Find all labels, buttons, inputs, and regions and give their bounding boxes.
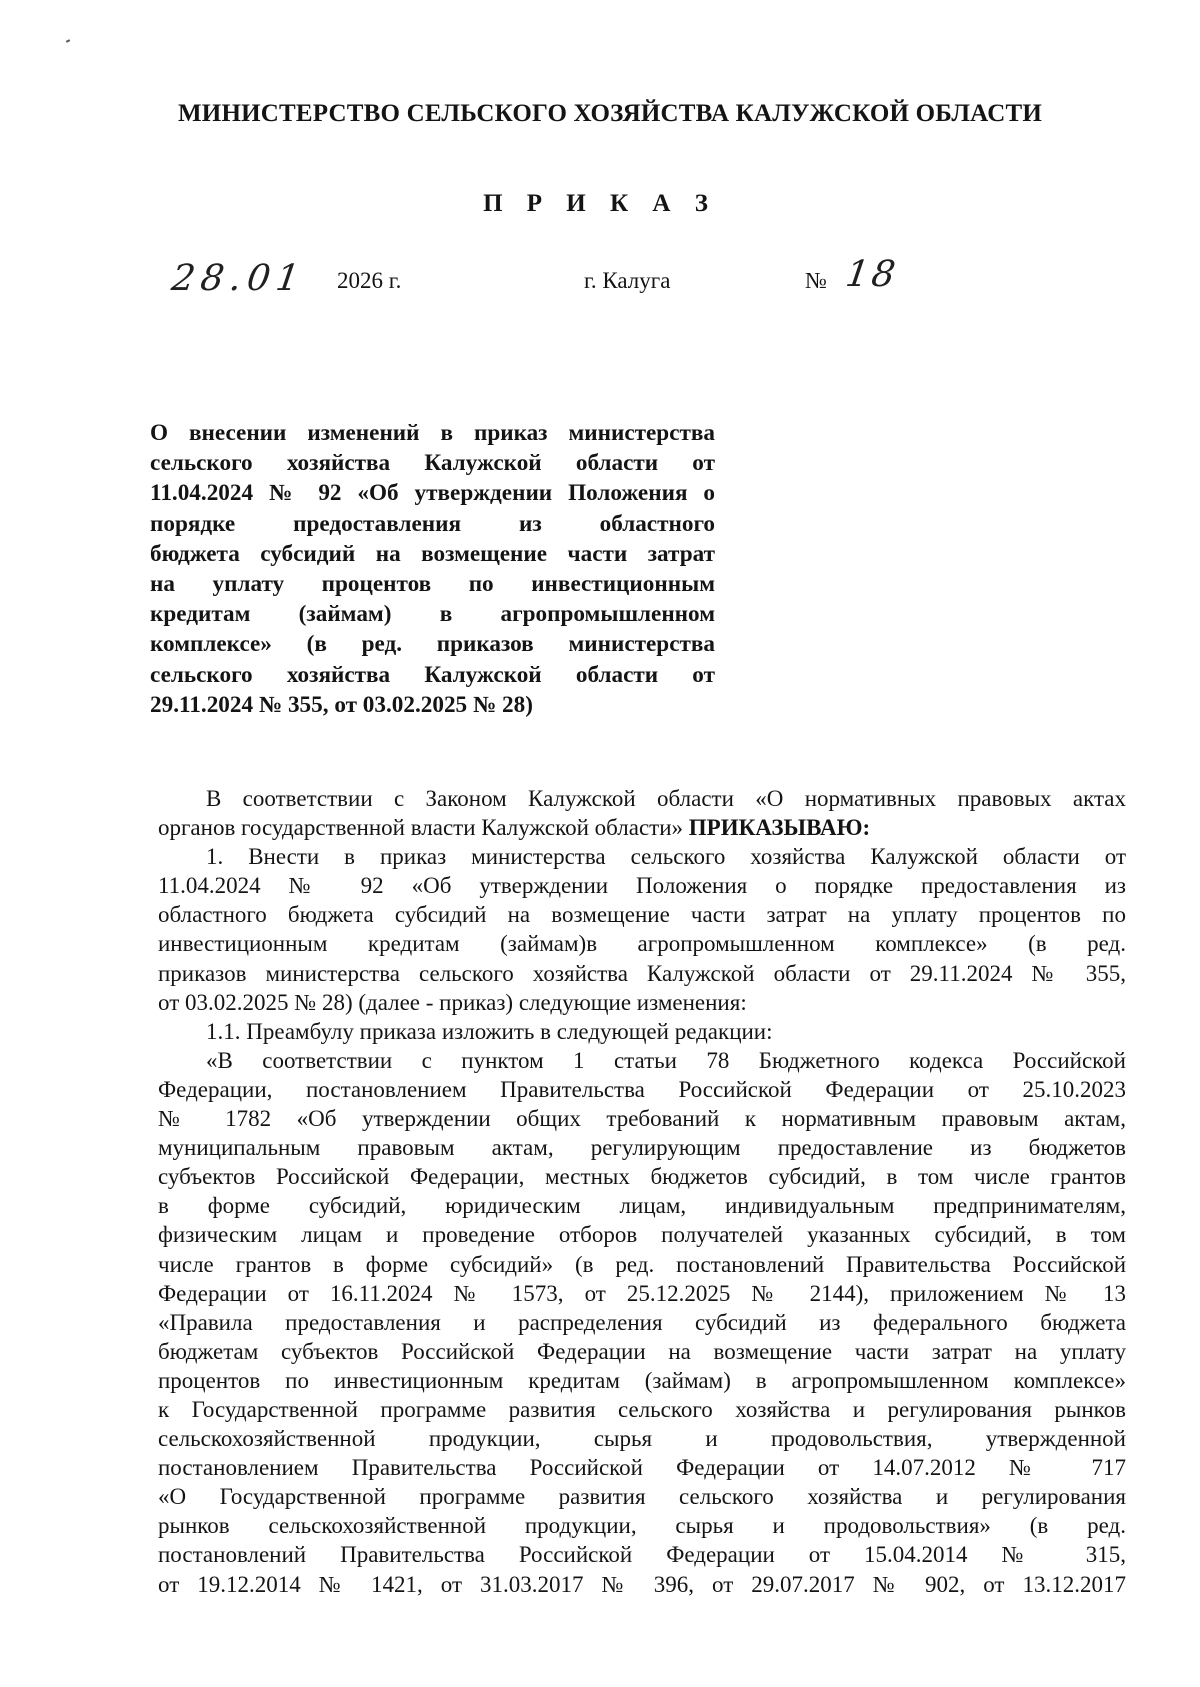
body-line: бюджетам субъектов Российской Федерации на возмещение части затрат на уплату — [158, 1338, 1126, 1364]
body-line: процентов по инвестиционным кредитам (займам) в агропромышленном комплексе» — [158, 1367, 1126, 1393]
body-line: «Правила предоставления и распределения субсидий из федерального бюджета — [158, 1309, 1126, 1335]
subject-line: 29.11.2024 № 355, от 03.02.2025 № 28) — [150, 691, 533, 718]
subject-line: О внесении изменений в приказ министерства — [150, 420, 715, 446]
body-line: В соответствии с Законом Калужской области «О нормативных правовых актах — [206, 786, 1126, 811]
body-line: областного бюджета субсидий на возмещение части затрат на уплату процентов по — [158, 902, 1126, 928]
handwritten-date: 28.01 — [169, 258, 308, 299]
body-line: «О Государственной программе развития сельского хозяйства и регулирования — [158, 1484, 1126, 1510]
order-title: П Р И К А З — [483, 190, 717, 217]
body-line: Федерации, постановлением Правительства Российской Федерации от 25.10.2023 — [158, 1076, 1126, 1102]
body-line: числе грантов в форме субсидий» (в ред. постановлений Правительства Российской — [158, 1251, 1126, 1277]
subject-line: на уплату процентов по инвестиционным — [150, 570, 715, 597]
body-line: от 19.12.2014 № 1421, от 31.03.2017 № 396, от 29.07.2017 № 902, от 13.12.2017 — [158, 1571, 1126, 1597]
subject-line: сельского хозяйства Калужской области от — [150, 661, 715, 688]
order-body — [158, 784, 1126, 1599]
subject-line: порядке предоставления из областного — [150, 510, 715, 537]
body-line: субъектов Российской Федерации, местных бюджетов субсидий, в том числе грантов — [158, 1164, 1126, 1190]
body-line: приказов министерства сельского хозяйства Калужской области от 29.11.2024 № 355, — [158, 960, 1126, 986]
order-city: г. Калуга — [584, 268, 671, 293]
body-line: физическим лицам и проведение отборов получателей указанных субсидий, в том — [158, 1222, 1126, 1248]
body-line: 1. Внести в приказ министерства сельского хозяйства Калужской области от — [206, 844, 1126, 870]
body-line: к Государственной программе развития сельского хозяйства и регулирования рынков — [158, 1396, 1126, 1422]
body-line: № 1782 «Об утверждении общих требований к нормативным правовым актам, — [158, 1106, 1126, 1132]
body-line: от 03.02.2025 № 28) (далее - приказ) следующие изменения: — [158, 989, 747, 1015]
decree-word: ПРИКАЗЫВАЮ: — [688, 815, 871, 841]
ministry-title: МИНИСТЕРСТВО СЕЛЬСКОГО ХОЗЯЙСТВА КАЛУЖСКОЙ ОБЛАСТИ — [178, 100, 1042, 127]
handwritten-order-number: 18 — [843, 254, 901, 295]
body-line: инвестиционным кредитам (займам)в агропромышленном комплексе» (в ред. — [158, 931, 1126, 957]
body-line: 11.04.2024 № 92 «Об утверждении Положения о порядке предоставления из — [158, 873, 1126, 899]
order-year: 2026 г. — [337, 268, 402, 293]
body-line: Федерации от 16.11.2024 № 1573, от 25.12.2025 № 2144), приложением № 13 — [158, 1280, 1126, 1306]
subject-line: комплексе» (в ред. приказов министерства — [150, 631, 715, 658]
body-line: 1.1. Преамбулу приказа изложить в следующей редакции: — [206, 1018, 773, 1044]
body-line: в форме субсидий, юридическим лицам, индивидуальным предпринимателям, — [158, 1193, 1126, 1219]
body-line: сельскохозяйственной продукции, сырья и продовольствия, утвержденной — [158, 1426, 1126, 1452]
subject-line: бюджета субсидий на возмещение части затрат — [150, 540, 715, 567]
body-line: постановлений Правительства Российской Федерации от 15.04.2014 № 315, — [158, 1542, 1126, 1568]
order-number-label: № — [805, 268, 827, 293]
body-line: муниципальным правовым актам, регулирующим предоставление из бюджетов — [158, 1135, 1126, 1161]
body-line: постановлением Правительства Российской Федерации от 14.07.2012 № 717 — [158, 1455, 1126, 1481]
body-line: рынков сельскохозяйственной продукции, сырья и продовольствия» (в ред. — [158, 1513, 1126, 1539]
body-line: «В соответствии с пунктом 1 статьи 78 Бюджетного кодекса Российской — [206, 1047, 1126, 1073]
subject-line: кредитам (займам) в агропромышленном — [150, 601, 715, 628]
body-line — [158, 813, 1126, 842]
order-subject — [150, 418, 715, 720]
subject-line: сельского хозяйства Калужской области от — [150, 450, 715, 477]
preamble-text: органов государственной власти Калужской области» — [158, 815, 684, 841]
subject-line: 11.04.2024 № 92 «Об утверждении Положения о — [150, 480, 715, 507]
scan-speck — [66, 39, 70, 43]
